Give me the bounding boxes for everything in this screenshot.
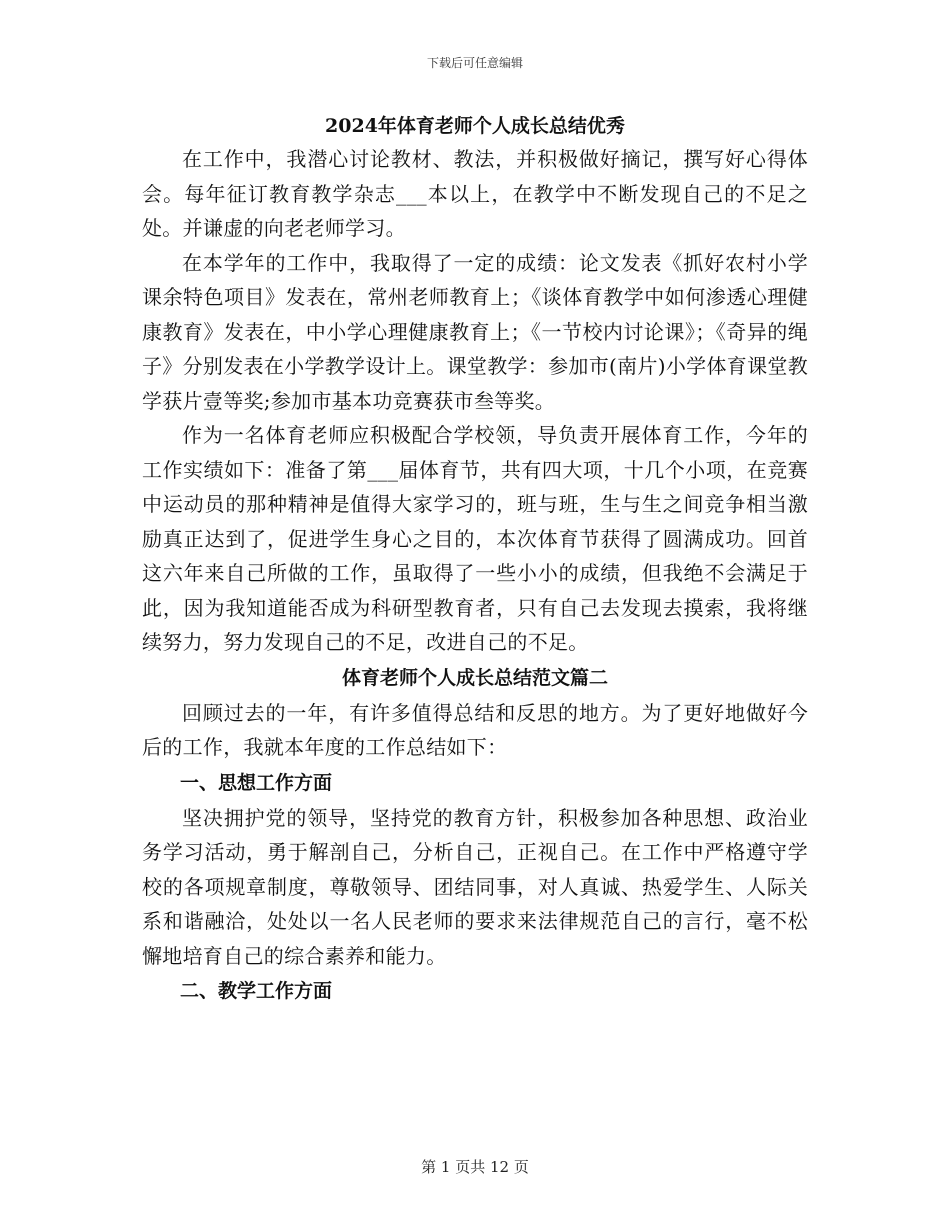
section-subtitle: 体育老师个人成长总结范文篇二 <box>341 666 608 689</box>
paragraph-study: 在工作中，我潜心讨论教材、教法，并积极做好摘记，撰写好心得体会。每年征订教育教学杂志___本以上，在教学中不断发现自己的不足之处。并谦虚的向老老师学习。 <box>142 147 808 240</box>
heading-teaching: 二、教学工作方面 <box>180 980 333 1002</box>
paragraph-achievements: 在本学年的工作中，我取得了一定的成绩：论文发表《抓好农村小学课余特色项目》发表在，常州老师教育上；《谈体育教学中如何渗透心理健康教育》发表在，中小学心理健康教育上；《一节校内讨论课》；《奇异的绳子》分别发表在小学教学设计上。课堂教学：参加市(南片)小学体育课堂教学获片壹等奖;参加市基本功竞赛获市叁等奖。 <box>142 250 808 413</box>
document-title: 2024年体育老师个人成长总结优秀 <box>325 115 625 137</box>
paragraph-intro: 回顾过去的一年，有许多值得总结和反思的地方。为了更好地做好今后的工作，我就本年度的工作总结如下： <box>142 700 808 759</box>
paragraph-ideology: 坚决拥护党的领导，坚持党的教育方针，积极参加各种思想、政治业务学习活动，勇于解剖自己，分析自己，正视自己。在工作中严格遵守学校的各项规章制度，尊敬领导、团结同事，对人真诚、热爱学生、人际关系和谐融洽，处处以一名人民老师的要求来法律规范自己的言行，毫不松懈地培育自己的综合素养和能力。 <box>142 805 808 968</box>
heading-ideology: 一、思想工作方面 <box>180 771 333 794</box>
page-number: 第 1 页共 12 页 <box>421 1158 529 1176</box>
paragraph-sports-festival: 作为一名体育老师应积极配合学校领，导负责开展体育工作，今年的工作实绩如下：准备了第___届体育节，共有四大项，十几个小项，在竞赛中运动员的那种精神是值得大家学习的，班与班，生与生之间竞争相当激励真正达到了，促进学生身心之目的，本次体育节获得了圆满成功。回首这六年来自己所做的工作，虽取得了一些小小的成绩，但我绝不会满足于此，因为我知道能否成为科研型教育者，只有自己去发现去摸索，我将继续努力，努力发现自己的不足，改进自己的不足。 <box>142 423 808 654</box>
document-body <box>142 110 808 1009</box>
header-note: 下载后可任意编辑 <box>426 56 523 70</box>
